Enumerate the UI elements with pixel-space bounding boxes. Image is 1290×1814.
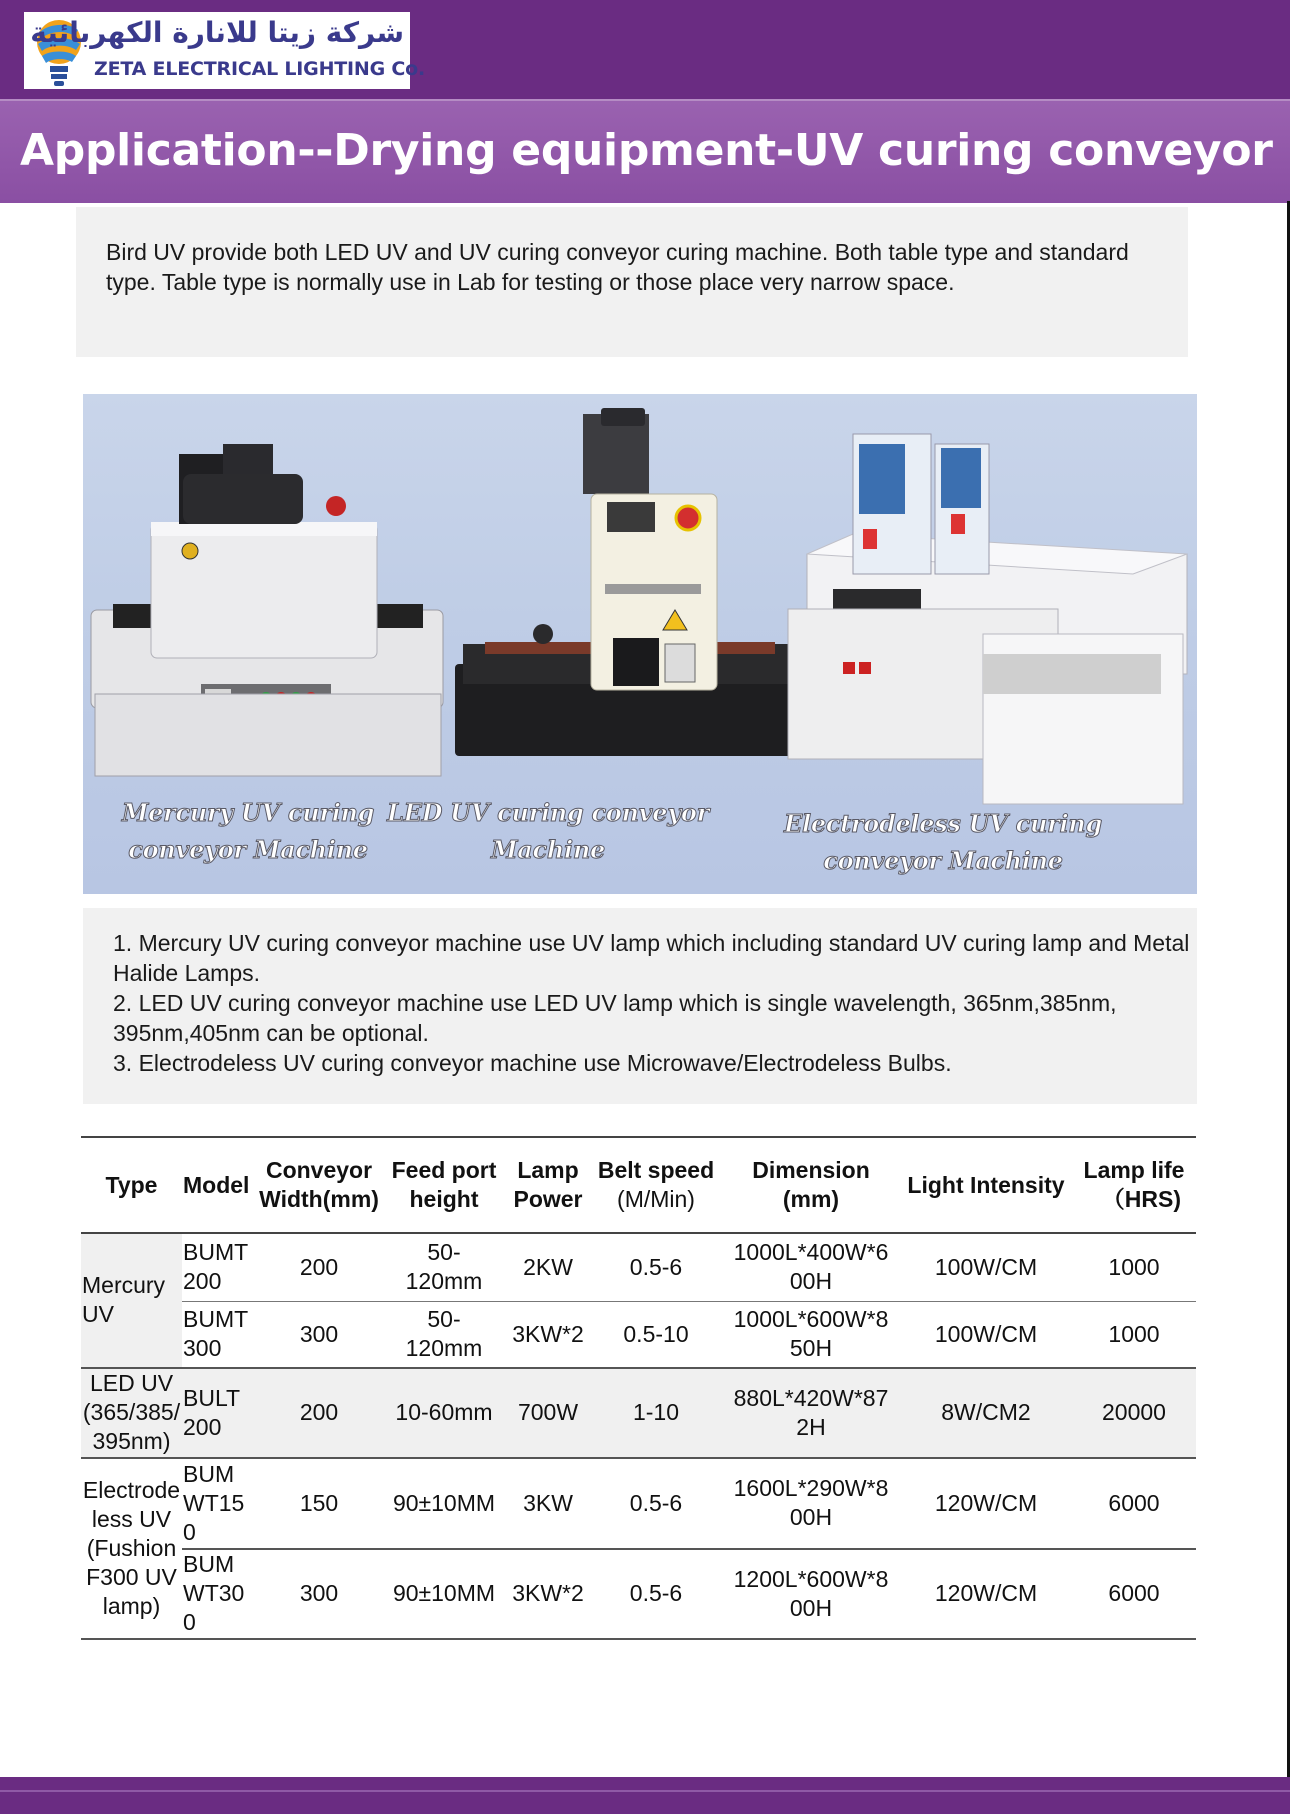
caption-electrodeless xyxy=(733,805,1153,879)
note-item-led: 2. LED UV curing conveyor machine use LED UV lamp which is single wavelength, 365nm,385nm, 395nm,405nm can be optional. xyxy=(113,990,1117,1046)
note-item-electrodeless: 3. Electrodeless UV curing conveyor machine use Microwave/Electrodeless Bulbs. xyxy=(113,1050,952,1076)
table-header-row xyxy=(81,1137,1196,1233)
footer-stripe xyxy=(0,1790,1290,1792)
table-row xyxy=(81,1233,1196,1301)
notes-panel xyxy=(83,908,1197,1104)
spec-table xyxy=(81,1136,1196,1640)
mercury-machine-graphic xyxy=(91,444,443,776)
model-cell: BUMT 200 xyxy=(182,1233,256,1301)
model-cell: BUMT 300 xyxy=(182,1301,256,1367)
header-belt-speed: Belt speed (M/Min) xyxy=(590,1137,722,1233)
type-cell-mercury: Mercury UV xyxy=(81,1233,182,1368)
header-model: Model xyxy=(182,1137,256,1233)
caption-led-line2: Machine xyxy=(491,835,605,864)
footer-bar xyxy=(0,1777,1290,1814)
power-cell: 3KW*2 xyxy=(506,1301,590,1367)
width-cell: 300 xyxy=(256,1301,382,1367)
speed-cell: 0.5-6 xyxy=(590,1549,722,1639)
intensity-cell: 100W/CM xyxy=(900,1301,1072,1367)
type-cell-led: LED UV (365/385/ 395nm) xyxy=(81,1368,182,1458)
table-row xyxy=(81,1458,1196,1548)
dimension-cell: 1000L*400W*6 00H xyxy=(722,1233,900,1301)
company-name-english: ZETA ELECTRICAL LIGHTING Co. xyxy=(94,58,426,80)
intensity-cell: 8W/CM2 xyxy=(900,1368,1072,1458)
feed-cell: 10-60mm xyxy=(382,1368,506,1458)
power-cell: 3KW xyxy=(506,1458,590,1548)
type-cell-electrodeless: Electrode less UV (Fushion F300 UV lamp) xyxy=(81,1458,182,1639)
speed-cell: 0.5-6 xyxy=(590,1458,722,1548)
dimension-cell: 880L*420W*87 2H xyxy=(722,1368,900,1458)
power-cell: 700W xyxy=(506,1368,590,1458)
header-lamp-power: Lamp Power xyxy=(506,1137,590,1233)
life-cell: 1000 xyxy=(1072,1233,1196,1301)
life-cell: 20000 xyxy=(1072,1368,1196,1458)
feed-cell: 90±10MM xyxy=(382,1458,506,1548)
speed-cell: 0.5-10 xyxy=(590,1301,722,1367)
intensity-cell: 120W/CM xyxy=(900,1458,1072,1548)
header-lamp-life: Lamp life （HRS) xyxy=(1072,1137,1196,1233)
table-row xyxy=(81,1549,1196,1639)
life-cell: 1000 xyxy=(1072,1301,1196,1367)
caption-mercury-line2: conveyor Machine xyxy=(128,835,368,864)
power-cell: 2KW xyxy=(506,1233,590,1301)
feed-cell: 50- 120mm xyxy=(382,1301,506,1367)
feed-cell: 90±10MM xyxy=(382,1549,506,1639)
header-light-intensity: Light Intensity xyxy=(900,1137,1072,1233)
model-cell: BUM WT30 0 xyxy=(182,1549,256,1639)
life-cell: 6000 xyxy=(1072,1458,1196,1548)
company-name-arabic: شركة زيتا للانارة الكهربائية xyxy=(30,16,404,49)
page-title: Application--Drying equipment-UV curing conveyor xyxy=(20,125,1273,176)
header-conveyor-width: Conveyor Width(mm) xyxy=(256,1137,382,1233)
feed-cell: 50- 120mm xyxy=(382,1233,506,1301)
speed-cell: 0.5-6 xyxy=(590,1233,722,1301)
power-cell: 3KW*2 xyxy=(506,1549,590,1639)
product-photo xyxy=(83,394,1197,894)
caption-mercury xyxy=(83,794,413,868)
caption-electrodeless-line2: conveyor Machine xyxy=(823,846,1063,875)
caption-led-line1: LED UV curing conveyor xyxy=(387,798,709,827)
width-cell: 150 xyxy=(256,1458,382,1548)
notes-list xyxy=(113,928,1193,1078)
table-row xyxy=(81,1301,1196,1367)
dimension-cell: 1000L*600W*8 50H xyxy=(722,1301,900,1367)
title-bar xyxy=(0,99,1290,203)
table-row xyxy=(81,1368,1196,1458)
note-item-mercury: 1. Mercury UV curing conveyor machine use UV lamp which including standard UV curing lamp and Metal Halide Lamps. xyxy=(113,930,1190,986)
model-cell: BUM WT15 0 xyxy=(182,1458,256,1548)
width-cell: 200 xyxy=(256,1368,382,1458)
electrodeless-machine-graphic xyxy=(788,434,1187,804)
led-machine-graphic xyxy=(455,408,823,756)
model-cell: BULT 200 xyxy=(182,1368,256,1458)
header-bar xyxy=(0,0,1290,99)
intensity-cell: 100W/CM xyxy=(900,1233,1072,1301)
intro-text: Bird UV provide both LED UV and UV curing conveyor curing machine. Both table type and standard type. Table type is normally use in Lab for testing or those place very narrow space. xyxy=(106,239,1129,295)
life-cell: 6000 xyxy=(1072,1549,1196,1639)
width-cell: 300 xyxy=(256,1549,382,1639)
intro-panel xyxy=(76,207,1188,357)
dimension-cell: 1600L*290W*8 00H xyxy=(722,1458,900,1548)
intensity-cell: 120W/CM xyxy=(900,1549,1072,1639)
header-type: Type xyxy=(81,1137,182,1233)
company-logo xyxy=(24,12,426,89)
caption-led xyxy=(373,794,723,868)
header-feed-port-height: Feed port height xyxy=(382,1137,506,1233)
header-dimension: Dimension (mm) xyxy=(722,1137,900,1233)
caption-electrodeless-line1: Electrodeless UV curing xyxy=(784,809,1102,838)
dimension-cell: 1200L*600W*8 00H xyxy=(722,1549,900,1639)
width-cell: 200 xyxy=(256,1233,382,1301)
caption-mercury-line1: Mercury UV curing xyxy=(121,798,375,827)
speed-cell: 1-10 xyxy=(590,1368,722,1458)
